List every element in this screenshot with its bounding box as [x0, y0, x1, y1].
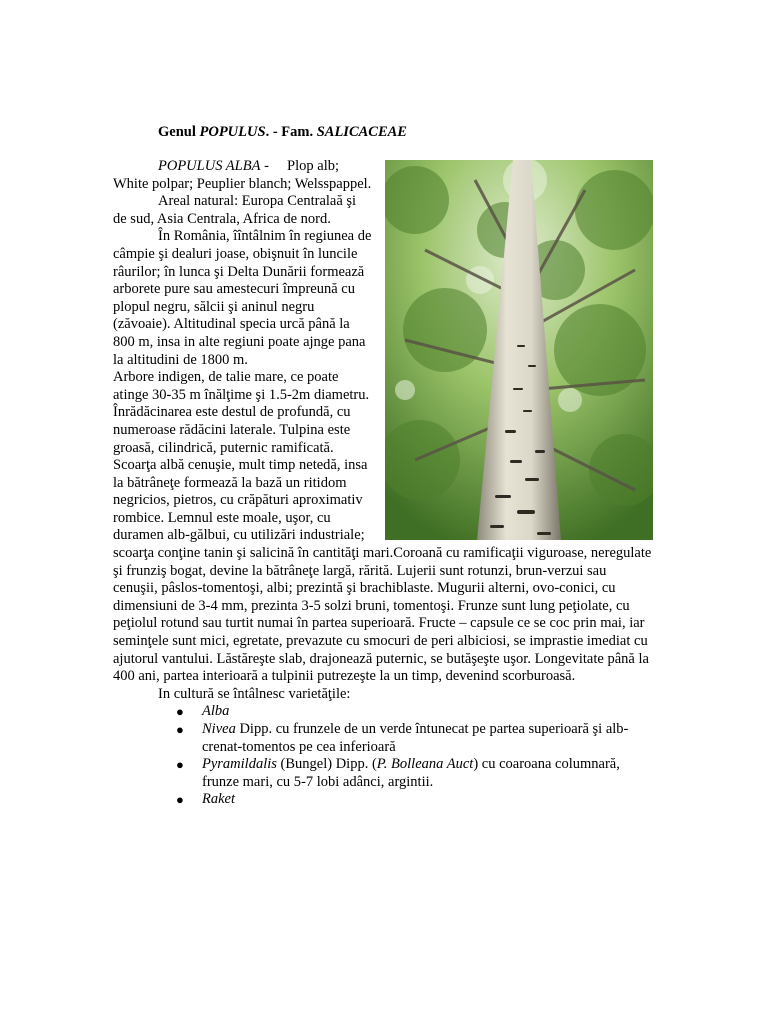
- romania-paragraph: În România, îîntâlnim în regiunea de câmpie şi dealuri joase, obişnuit în luncile râurilor; în lunca şi Delta Dunării formează arborete pure sau amestecuri împreună cu plopul negru, sălcii şi aninul negru (zăvoaie). Altitudinal specia urcă până la 800 m, insa in alte regiuni poate ajnge pana la altitudini de 1800 m.: [113, 228, 372, 368]
- title-prefix: Genul: [158, 124, 200, 140]
- tree-photo: [385, 160, 653, 540]
- title-family: SALICACEAE: [316, 124, 407, 140]
- description-paragraph: Înrădăcinarea este destul de profundă, cu numeroase rădăcini laterale. Tulpina este groasă, cilindrică, puternic ramificată. Scoarţa albă cenuşie, mult timp netedă, insa la bătrâneţe formează la bază un ritidom negricios, pietros, cu crăpături aproximativ rombice. Lemnul este moale, uşor, cu duramen alb-gălbui, cu utilizări industriale; scoarţa conţine tanin şi salicină în cantităţi mari.Coroană cu ramificaţii viguroase, neregulate şi frunziş bogat, devine la bătrâneţe largă, rărită. Lujerii sunt rotunzi, brun-verzui sau cenuşii, pâslos-tomentoşi, albi; prezintă şi brachiblaste. Mugurii alterni, ovo-conici, cu dimensiuni de 3-4 mm, prezinta 3-5 solzi bruni, tomentoşi. Frunze sunt lung peţiolate, cu peţiolul rotund sau turtit numai în partea superioară. Fructe – capsule ce se coc prin mai, iar seminţele sunt mici, egretate, prevazute cu smocuri de peri albiciosi, se imprastie imediat cu ajutorul vantului. Lăstăreşte slab, drajonează puternic, se butăşeşte uşor. Longevitate până la 400 ani, partea interioară a tulpinii putrezeşte la un timp, devenind scorburoasă.: [113, 404, 652, 685]
- varieties-intro: In cultură se întâlnesc varietăţile:: [158, 685, 351, 702]
- document-page: [113, 0, 653, 1024]
- list-item: [176, 791, 653, 809]
- species-common-names: Plop alb; White polpar; Peuplier blanch; Welsspappel.: [113, 158, 372, 192]
- species-name: POPULUS ALBA: [158, 158, 261, 174]
- variety-name: Nivea: [202, 721, 236, 737]
- bullet-icon: ●: [176, 757, 184, 773]
- list-item: [176, 756, 653, 791]
- list-item: [176, 703, 653, 721]
- arbore-paragraph: Arbore indigen, de talie mare, ce poate atinge 30-35 m înălţime şi 1.5-2m diametru.: [113, 369, 370, 403]
- bullet-icon: ●: [176, 704, 184, 720]
- variety-description: Dipp. cu frunzele de un verde întunecat pe partea superioară şi alb-crenat-tomentos pe cea inferioară: [202, 721, 629, 755]
- page-title: [158, 124, 407, 142]
- variety-description: ) cu coaroana columnară, frunze mari, cu 5-7 lobi adânci, argintii.: [202, 756, 620, 790]
- species-separator: -: [260, 158, 288, 174]
- variety-description: (Bungel) Dipp. (: [276, 756, 377, 773]
- bullet-icon: ●: [176, 722, 184, 737]
- bullet-icon: ●: [176, 792, 184, 808]
- areal-paragraph: Areal natural: Europa Centralaă şi de sud, Asia Centrala, Africa de nord.: [113, 193, 357, 227]
- variety-name: Alba: [202, 703, 230, 720]
- variety-name: Raket: [202, 791, 236, 808]
- varieties-list: [113, 703, 653, 809]
- document-body: [113, 158, 653, 809]
- variety-name: Pyramildalis: [202, 756, 277, 773]
- title-genus: POPULUS: [199, 124, 266, 140]
- variety-synonym: P. Bolleana Auct: [376, 756, 474, 773]
- list-item: [176, 721, 653, 756]
- title-middle: . - Fam.: [265, 124, 317, 140]
